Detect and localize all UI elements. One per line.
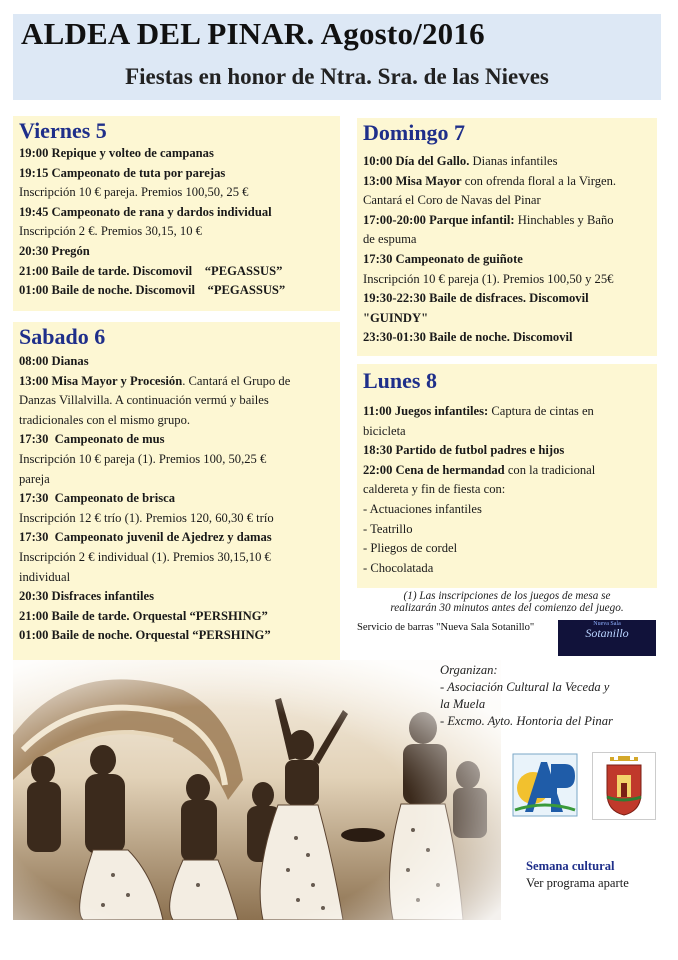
poster-title: ALDEA DEL PINAR. Agosto/2016 [21, 16, 485, 51]
schedule-line: 20:30 Pregón [19, 243, 90, 258]
saturday-heading: Sabado 6 [19, 324, 106, 349]
header-banner [13, 14, 661, 100]
schedule-line: Inscripción 10 € pareja (1). Premios 100, 50,25 € [19, 451, 267, 466]
sotanillo-logo: Nueva Sala Sotanillo [558, 620, 656, 656]
hontoria-coat-of-arms [592, 752, 656, 820]
schedule-line: Inscripción 2 €. Premios 30,15, 10 € [19, 224, 202, 239]
registration-note: (1) Las inscripciones de los juegos de mesa se realizarán 30 minutos antes del comienzo del juego. [390, 590, 624, 614]
schedule-line: 08:00 Dianas [19, 354, 89, 368]
schedule-line: 17:30 Campeonato de mus [19, 432, 165, 447]
bar-service-text: Servicio de barras "Nueva Sala Sotanillo" [357, 622, 535, 633]
schedule-line: Inscripción 12 € trío (1). Premios 120, 60,30 € trío [19, 510, 274, 525]
schedule-line: caldereta y fin de fiesta con: [363, 482, 506, 497]
schedule-line: individual [19, 569, 71, 584]
schedule-line: 13:00 Misa Mayor y Procesión. Cantará el Grupo de [19, 373, 291, 388]
schedule-line: 22:00 Cena de hermandad con la tradicional [363, 462, 596, 477]
schedule-line: 19:30-22:30 Baile de disfraces. Discomovil [363, 291, 589, 306]
ap-association-logo [511, 752, 579, 818]
schedule-line: 01:00 Baile de noche. Discomovil “PEGASSUS” [19, 283, 286, 298]
schedule-line: 21:00 Baile de tarde. Discomovil “PEGASSUS” [19, 263, 283, 278]
schedule-line: - Pliegos de cordel [363, 541, 458, 556]
schedule-line: - Teatrillo [363, 521, 413, 536]
schedule-line: 23:30-01:30 Baile de noche. Discomovil [363, 330, 573, 345]
schedule-line: Inscripción 10 € pareja. Premios 100,50, 25 € [19, 185, 249, 200]
schedule-line: pareja [19, 471, 50, 486]
schedule-line: bicicleta [363, 423, 406, 438]
schedule-line: 19:45 Campeonato de rana y dardos individual [19, 204, 272, 219]
schedule-line: 17:30 Campeonato de guiñote [363, 251, 523, 266]
sunday-heading: Domingo 7 [363, 120, 466, 145]
schedule-line: Inscripción 10 € pareja (1). Premios 100,50 y 25€ [363, 271, 614, 286]
organizers-block: Organizan: - Asociación Cultural la Veceda y la Muela - Excmo. Ayto. Hontoria del Pinar [440, 663, 613, 728]
schedule-line: 21:00 Baile de tarde. Orquestal “PERSHING” [19, 608, 268, 623]
sunday-panel [357, 118, 657, 356]
saturday-panel [13, 322, 340, 660]
schedule-line: 13:00 Misa Mayor con ofrenda floral a la Virgen. [363, 173, 617, 188]
monday-heading: Lunes 8 [363, 368, 437, 393]
schedule-line: 17:30 Campeonato juvenil de Ajedrez y damas [19, 530, 272, 545]
poster-subtitle: Fiestas en honor de Ntra. Sra. de las Nieves [125, 64, 549, 89]
schedule-line: Cantará el Coro de Navas del Pinar [363, 193, 541, 208]
friday-heading: Viernes 5 [19, 118, 107, 143]
schedule-line: Danzas Villalvilla. A continuación vermú y bailes [19, 393, 269, 408]
schedule-line: "GUINDY" [363, 310, 429, 325]
schedule-line: 01:00 Baile de noche. Orquestal “PERSHING” [19, 628, 271, 643]
schedule-line: 19:00 Repique y volteo de campanas [19, 146, 214, 160]
schedule-line: 18:30 Partido de futbol padres e hijos [363, 443, 565, 458]
friday-panel [13, 116, 340, 311]
schedule-line: 11:00 Juegos infantiles: Captura de cintas en [363, 404, 594, 418]
schedule-line: 17:00-20:00 Parque infantil: Hinchables y Baño [363, 212, 614, 227]
schedule-line: 17:30 Campeonato de brisca [19, 491, 176, 506]
schedule-line: - Chocolatada [363, 560, 434, 575]
schedule-line: tradicionales con el mismo grupo. [19, 412, 191, 427]
schedule-line: 20:30 Disfraces infantiles [19, 589, 155, 604]
schedule-line: de espuma [363, 232, 417, 247]
schedule-line: - Actuaciones infantiles [363, 501, 482, 516]
sepia-dance-photo [13, 660, 501, 920]
cultural-week-block: Semana cultural Ver programa aparte [526, 859, 629, 890]
monday-panel [357, 364, 657, 588]
schedule-line: 19:15 Campeonato de tuta por parejas [19, 165, 226, 180]
schedule-line: 10:00 Día del Gallo. Dianas infantiles [363, 154, 558, 168]
schedule-line: Inscripción 2 € individual (1). Premios 30,15,10 € [19, 549, 271, 564]
